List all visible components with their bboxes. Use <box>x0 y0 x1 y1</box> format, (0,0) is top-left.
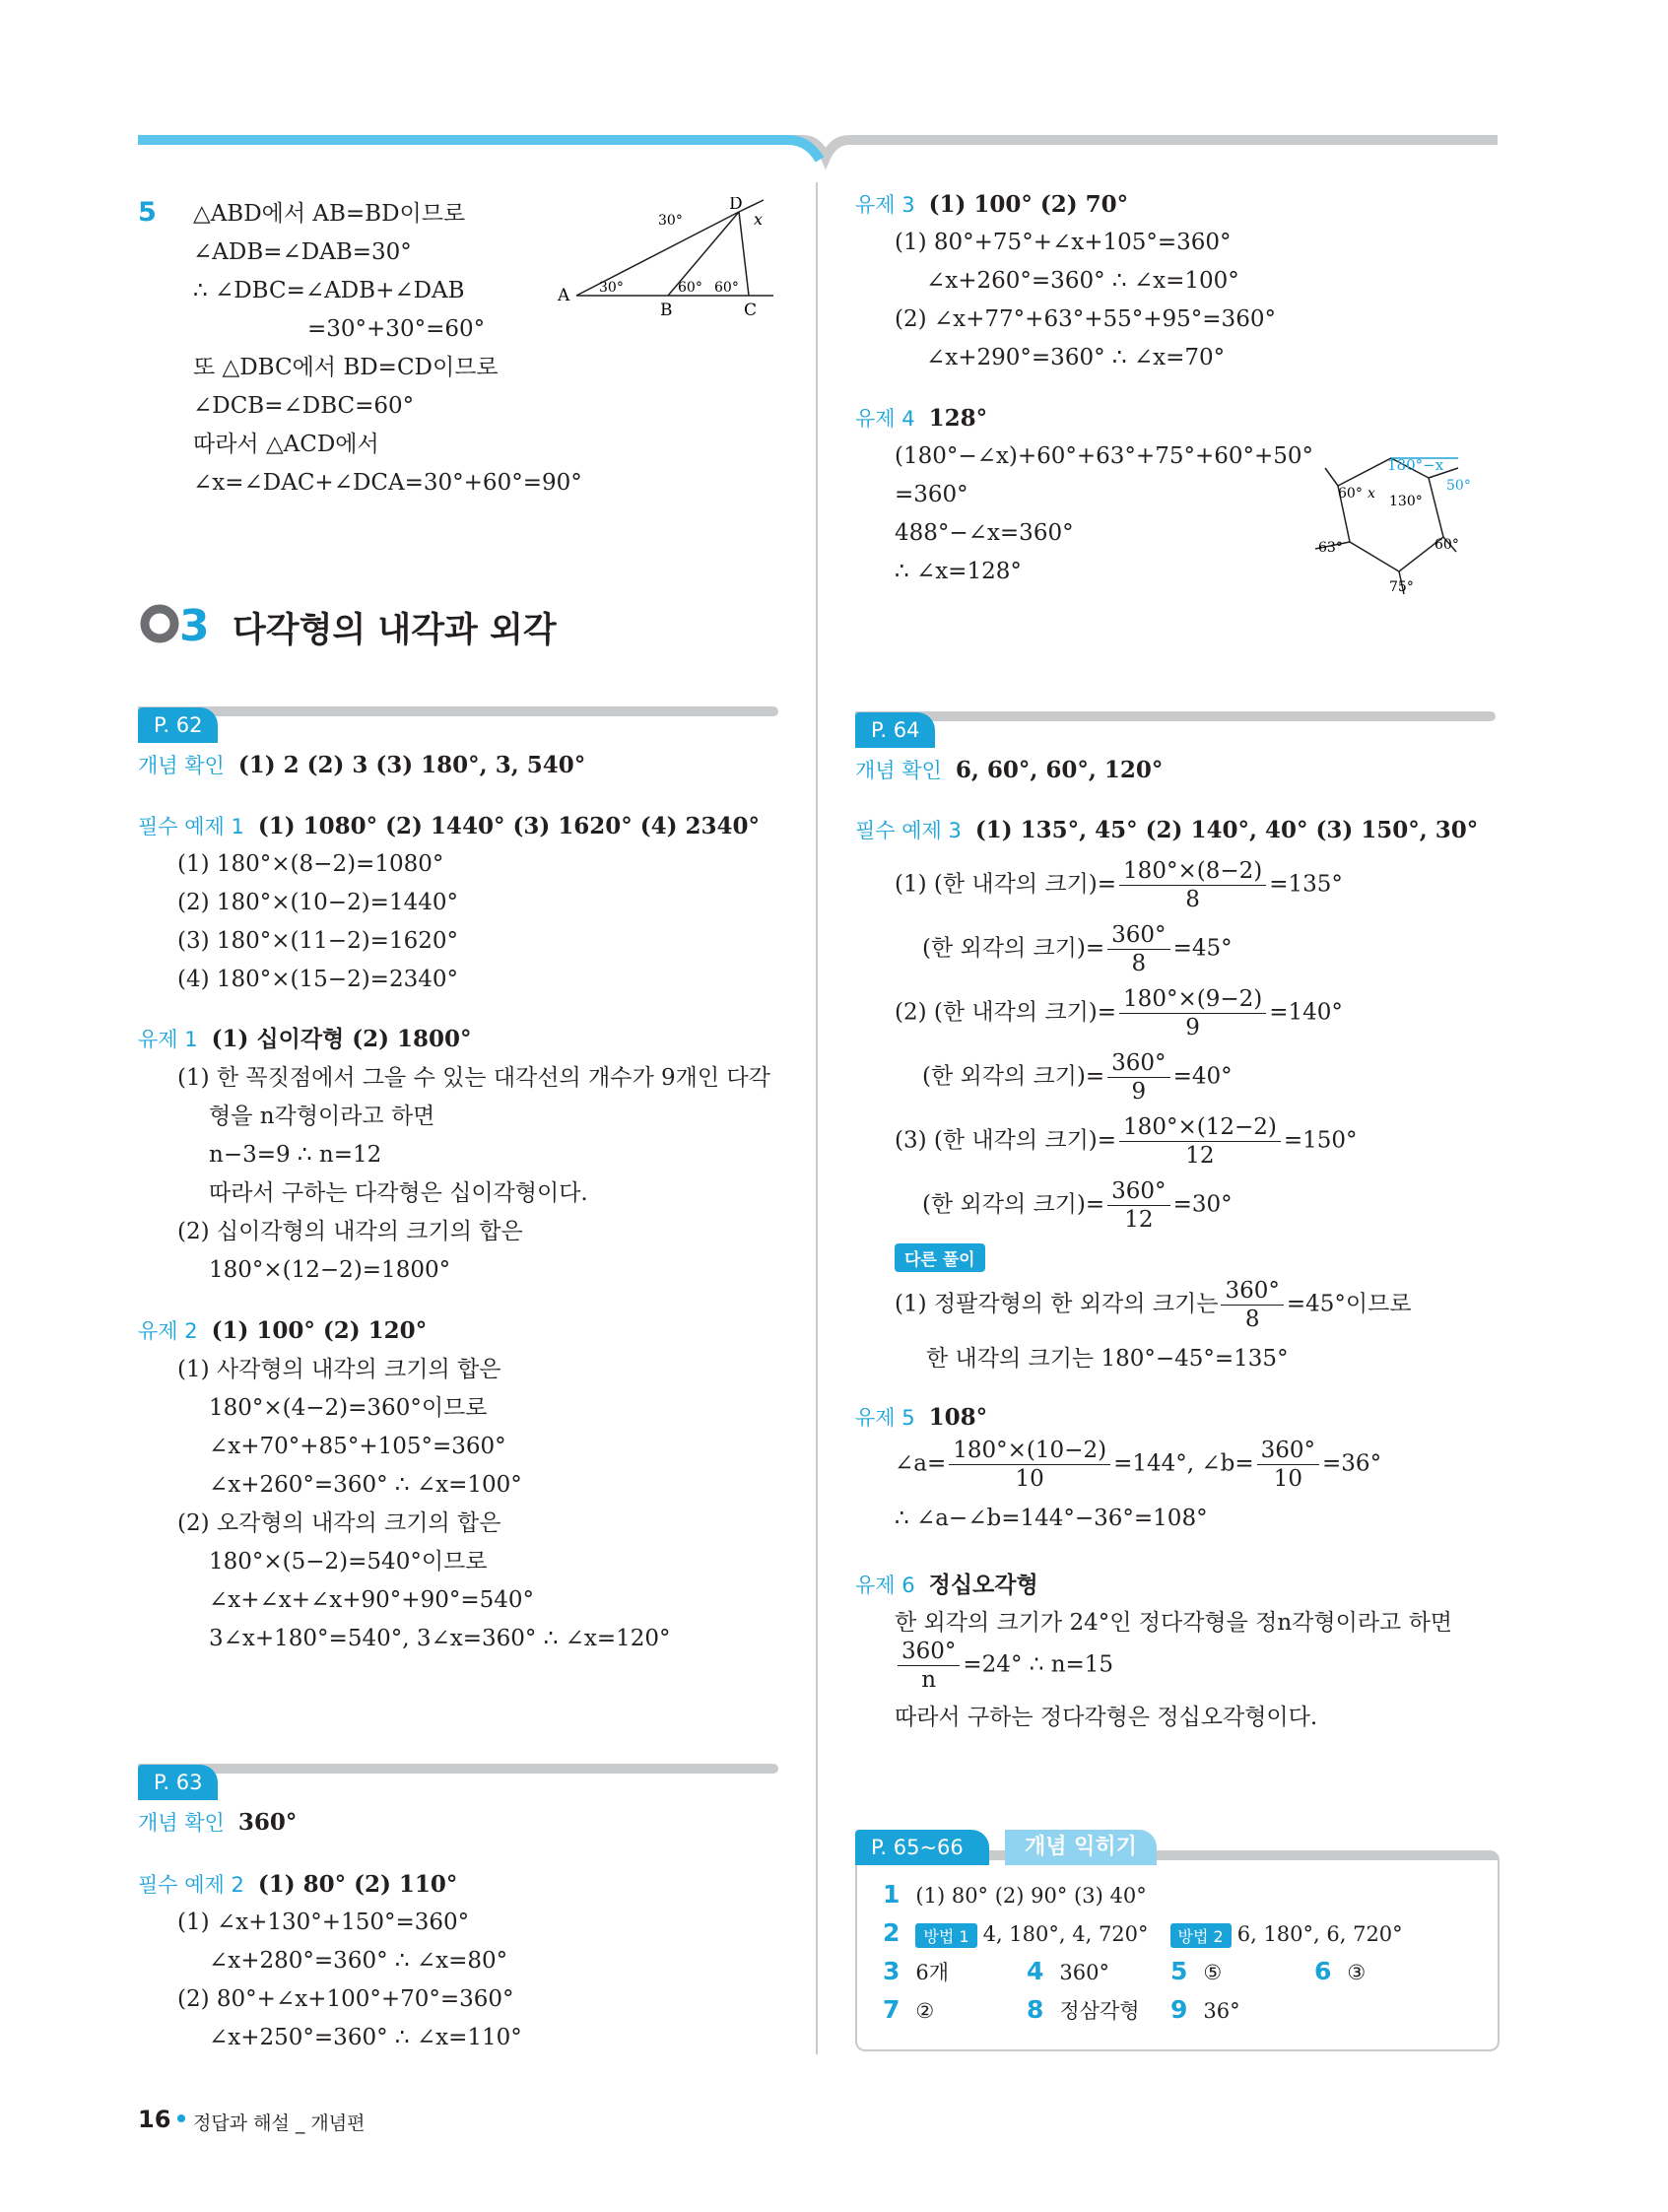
angle-label: x <box>754 210 764 229</box>
page-tab-63: P. 63 <box>138 1765 218 1800</box>
text-line: 따라서 구하는 다각형은 십이각형이다. <box>209 1180 588 1206</box>
text-line: ∴ ∠x=128° <box>895 559 1022 584</box>
text-line: 488°−∠x=360° <box>895 520 1074 546</box>
text-line: 따라서 △ACD에서 <box>193 432 379 457</box>
exercise-3-heading: 유제 3 (1) 100° (2) 70° <box>855 191 1129 218</box>
answer-row-1: 1 (1) 80° (2) 90° (3) 40° <box>883 1880 1147 1909</box>
svg-text:3: 3 <box>179 601 210 648</box>
exercise-6-heading: 유제 6 정십오각형 <box>855 1572 1038 1598</box>
text-line: ∴ ∠a−∠b=144°−36°=108° <box>895 1506 1208 1531</box>
concept-check: 개념 확인 (1) 2 (2) 3 (3) 180°, 3, 540° <box>138 752 586 778</box>
example-1-heading: 필수 예제 1 (1) 1080° (2) 1440° (3) 1620° (4) 2340° <box>138 813 761 839</box>
angle-label: 130° <box>1389 494 1423 509</box>
angle-label: x <box>1368 486 1375 502</box>
exercise-1-heading: 유제 1 (1) 십이각형 (2) 1800° <box>138 1026 472 1052</box>
text-line: (1) 한 꼭짓점에서 그을 수 있는 대각선의 개수가 9개인 다각 <box>177 1065 770 1091</box>
alt-solution-badge: 다른 풀이 <box>895 1243 985 1272</box>
problem-number: 5 <box>138 197 157 228</box>
text-line: (1) 80°+75°+∠x+105°=360° <box>895 230 1232 255</box>
text-line: (2) 180°×(10−2)=1440° <box>177 890 458 915</box>
angle-label: 30° <box>599 280 624 296</box>
text-line: 한 외각의 크기가 24°인 정다각형을 정n각형이라고 하면 <box>895 1610 1453 1636</box>
text-line: (1) 사각형의 내각의 크기의 합은 <box>177 1357 501 1382</box>
text-line: (3) 180°×(11−2)=1620° <box>177 928 458 954</box>
vertex-label: C <box>744 301 758 320</box>
text-line: (1) ∠x+130°+150°=360° <box>177 1910 470 1935</box>
fraction-row: ∠a= $\frac{180^\circ\times(10-2)}{10}$ =144°, ∠b= $\frac{360^\circ}{10}$ =36° <box>895 1438 1382 1492</box>
text-line: ∠x+∠x+∠x+90°+90°=540° <box>209 1587 535 1613</box>
concept-check: 개념 확인 6, 60°, 60°, 120° <box>855 757 1164 783</box>
vertex-label: B <box>660 301 673 320</box>
column-divider <box>816 182 818 2054</box>
text-line: 형을 n각형이라고 하면 <box>209 1104 435 1129</box>
text-line: ∠x+250°=360° ∴ ∠x=110° <box>209 2025 522 2050</box>
section-number <box>138 599 217 652</box>
text-line: 따라서 구하는 정다각형은 정십오각형이다. <box>895 1705 1318 1730</box>
text-line: 180°×(4−2)=360°이므로 <box>209 1395 488 1421</box>
text-line: (2) ∠x+77°+63°+55°+95°=360° <box>895 306 1276 332</box>
angle-label: 60° <box>678 280 702 296</box>
fraction-row: $\frac{360^\circ}{n}$ =24° ∴ n=15 <box>895 1638 1113 1694</box>
text-line: ∴ ∠DBC=∠ADB+∠DAB <box>193 278 465 303</box>
angle-label: 180°−x <box>1387 456 1444 474</box>
text-line: (2) 십이각형의 내각의 크기의 합은 <box>177 1219 523 1244</box>
text-line: (180°−∠x)+60°+63°+75°+60°+50° <box>895 443 1314 469</box>
concept-practice-tab: 개념 익히기 <box>1005 1830 1157 1865</box>
fraction-row: (한 외각의 크기)= $\frac{360^\circ}{9}$ =40° <box>922 1050 1233 1105</box>
tab-bar <box>138 706 778 716</box>
angle-label: 30° <box>658 213 683 229</box>
fraction-row: (한 외각의 크기)= $\frac{360^\circ}{12}$ =30° <box>922 1178 1233 1233</box>
text-line: =30°+30°=60° <box>307 316 486 342</box>
angle-label: 60° <box>1338 486 1363 502</box>
fraction-row: (2) (한 내각의 크기)= $\frac{180^\circ\times(9-2)}{9}$ =140° <box>895 986 1343 1040</box>
text-line: (4) 180°×(15−2)=2340° <box>177 967 458 992</box>
text-line: △ABD에서 AB=BD이므로 <box>193 201 466 227</box>
triangle-figure <box>552 197 788 325</box>
hexagon-figure <box>1310 448 1507 606</box>
angle-label: 75° <box>1389 579 1414 595</box>
text-line: ∠x+260°=360° ∴ ∠x=100° <box>209 1472 522 1498</box>
footer-title: 정답과 해설 _ 개념편 <box>193 2112 366 2134</box>
text-line: ∠DCB=∠DBC=60° <box>193 393 415 419</box>
text-line: ∠x+290°=360° ∴ ∠x=70° <box>926 345 1226 370</box>
angle-label: 60° <box>714 280 739 296</box>
vertex-label: D <box>729 197 743 214</box>
text-line: ∠x+280°=360° ∴ ∠x=80° <box>209 1948 508 1974</box>
page-tab-65-66: P. 65~66 <box>855 1830 989 1865</box>
text-line: ∠x+70°+85°+105°=360° <box>209 1434 506 1459</box>
tab-bar <box>855 711 1496 721</box>
text-line: 한 내각의 크기는 180°−45°=135° <box>926 1346 1289 1372</box>
angle-label: 60° <box>1434 537 1459 553</box>
tab-bar <box>138 1764 778 1774</box>
text-line: 또 △DBC에서 BD=CD이므로 <box>193 355 499 380</box>
example-2-heading: 필수 예제 2 (1) 80° (2) 110° <box>138 1871 458 1898</box>
example-3-heading: 필수 예제 3 (1) 135°, 45° (2) 140°, 40° (3) 150°, 30° <box>855 817 1479 843</box>
text-line: ∠x=∠DAC+∠DCA=30°+60°=90° <box>193 470 582 496</box>
text-line: ∠ADB=∠DAB=30° <box>193 239 412 265</box>
section-title: 다각형의 내각과 외각 <box>233 611 557 650</box>
fraction-row: (1) 정팔각형의 한 외각의 크기는 $\frac{360^\circ}{8}$ =45°이므로 <box>895 1278 1412 1332</box>
exercise-4-heading: 유제 4 128° <box>855 405 988 432</box>
page-tab-64: P. 64 <box>855 712 935 748</box>
fraction-row: (1) (한 내각의 크기)= $\frac{180^\circ\times(8-2)}{8}$ =135° <box>895 858 1343 912</box>
page-tab-62: P. 62 <box>138 707 218 743</box>
exercise-2-heading: 유제 2 (1) 100° (2) 120° <box>138 1317 428 1344</box>
concept-check: 개념 확인 360° <box>138 1809 298 1836</box>
footer-dot <box>177 2114 185 2122</box>
text-line: (2) 오각형의 내각의 크기의 합은 <box>177 1510 501 1536</box>
text-line: n−3=9 ∴ n=12 <box>209 1142 382 1168</box>
text-line: =360° <box>895 482 968 507</box>
text-line: (2) 80°+∠x+100°+70°=360° <box>177 1986 514 2012</box>
fraction-row: (3) (한 내각의 크기)= $\frac{180^\circ\times(12-2)}{12}$ =150° <box>895 1114 1358 1169</box>
text-line: 3∠x+180°=540°, 3∠x=360° ∴ ∠x=120° <box>209 1626 671 1651</box>
top-banner <box>0 0 1668 177</box>
text-line: ∠x+260°=360° ∴ ∠x=100° <box>926 268 1239 294</box>
vertex-label: A <box>558 286 570 305</box>
angle-label: 63° <box>1318 540 1343 556</box>
text-line: 180°×(12−2)=1800° <box>209 1257 451 1283</box>
angle-label: 50° <box>1446 478 1471 494</box>
answer-row-2: 2 방법 1 4, 180°, 4, 720° 방법 2 6, 180°, 6, 720° <box>883 1918 1403 1947</box>
page-number: 16 <box>138 2106 171 2133</box>
text-line: (1) 180°×(8−2)=1080° <box>177 851 444 877</box>
fraction-row: (한 외각의 크기)= $\frac{360^\circ}{8}$ =45° <box>922 922 1233 976</box>
exercise-5-heading: 유제 5 108° <box>855 1404 988 1431</box>
text-line: 180°×(5−2)=540°이므로 <box>209 1549 488 1575</box>
